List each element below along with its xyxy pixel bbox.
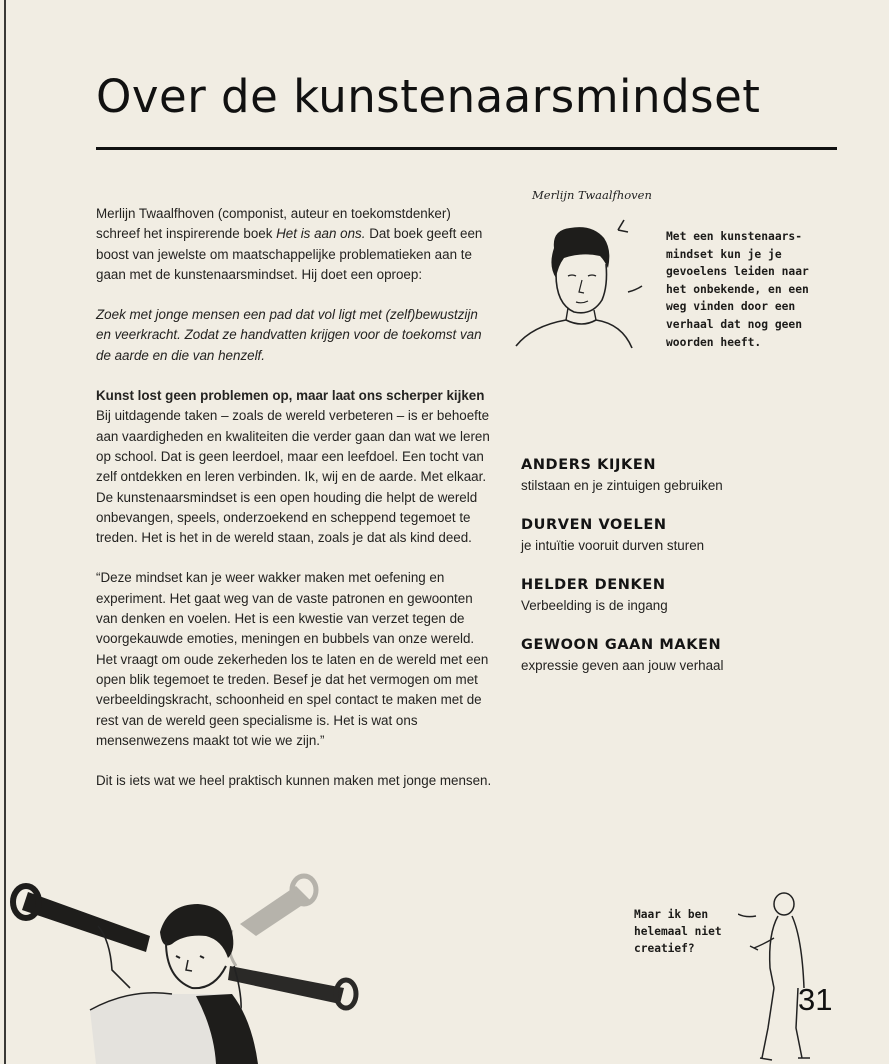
standing-figure-sketch-icon (738, 888, 812, 1064)
portrait-quote-text: Met een kunstenaars-mindset kun je je gevoelens leiden naar het onbekende, en een weg vinden door een verhaal dat nog geen woorden heeft. (666, 230, 809, 349)
telescope-figure-illustration (0, 870, 380, 1064)
body-column (96, 204, 496, 791)
pillar-heading: GEWOON GAAN MAKEN (521, 637, 722, 653)
closing-paragraph: Dit is iets wat we heel praktisch kunnen maken met jonge mensen. (96, 773, 492, 789)
pillar-item (521, 515, 841, 575)
side-quote (634, 906, 744, 957)
section-heading: Kunst lost geen problemen op, maar laat ons scherper kijken (96, 388, 485, 404)
pillar-subtitle: stilstaan en je zintuigen gebruiken (521, 478, 723, 493)
portrait-caption: Merlijn Twaalfhoven (532, 188, 652, 202)
pillar-subtitle: expressie geven aan jouw verhaal (521, 658, 724, 673)
intro-rest: Dat boek geeft een boost van jewelste om maatschappelijke problematieken aan te gaan met de kunstenaarsmindset. Hij doet een oproep: (96, 226, 483, 282)
pillar-heading: HELDER DENKEN (521, 577, 666, 593)
pillar-subtitle: Verbeelding is de ingang (521, 598, 668, 613)
section-paragraph-2: De kunstenaarsmindset is een open houding die helpt de wereld onbevangen, speels, onderzoekend en scheppend tegemoet te treden. Het is het in de wereld staan, zoals je dat als kind deed. (96, 489, 478, 546)
call-to-action-quote: Zoek met jonge mensen een pad dat vol ligt met (zelf)bewustzijn en veerkracht. Zodat ze handvatten krijgen voor de toekomst van de aarde en die van henzelf. (96, 307, 482, 363)
title-rule (96, 147, 837, 150)
pillar-list (521, 455, 841, 695)
pillar-subtitle: je intuïtie vooruit durven sturen (521, 538, 705, 553)
side-quote-text: Maar ik ben helemaal niet creatief? (634, 908, 722, 955)
intro-text: Merlijn Twaalfhoven (componist, auteur en toekomstdenker) schreef het inspirerende boek (96, 206, 451, 242)
mindset-quote: “Deze mindset kan je weer wakker maken met oefening en experiment. Het gaat weg van de vaste patronen en gewoonten van denken en voelen. Het is een kwestie van verzet tegen de voorgekauwde emoties, meningen en bubbels van onze wereld. Het vraagt om oude zekerheden los te laten en de wereld met een open blik tegemoet te treden. Besef je dat het vermogen om met verbeeldingskracht, schoonheid en spel contact te maken met de rest van de wereld geen specialisme is. Het is wat ons mensenwezens maakt tot wie we zijn.” (96, 570, 489, 748)
pillar-item (521, 455, 841, 515)
page-title: Over de kunstenaarsmindset (96, 70, 761, 123)
pillar-item (521, 635, 841, 695)
pillar-heading: ANDERS KIJKEN (521, 457, 657, 473)
book-title: Het is aan ons. (276, 226, 366, 242)
portrait-quote (666, 228, 836, 351)
section-paragraph-1: Bij uitdagende taken – zoals de wereld verbeteren – is er behoefte aan vaardigheden en kwaliteiten die verder gaan dan wat we leren op school. Dat is geen leerdoel, maar een leefdoel. Een tocht van zelf ontdekken en leren verbinden. Ik, wij en de aarde. Met elkaar. (96, 408, 490, 485)
pillar-heading: DURVEN VOELEN (521, 517, 667, 533)
page-number: 31 (798, 982, 833, 1017)
pillar-item (521, 575, 841, 635)
intro-paragraph (96, 204, 496, 285)
man-portrait-sketch-icon (512, 208, 662, 353)
